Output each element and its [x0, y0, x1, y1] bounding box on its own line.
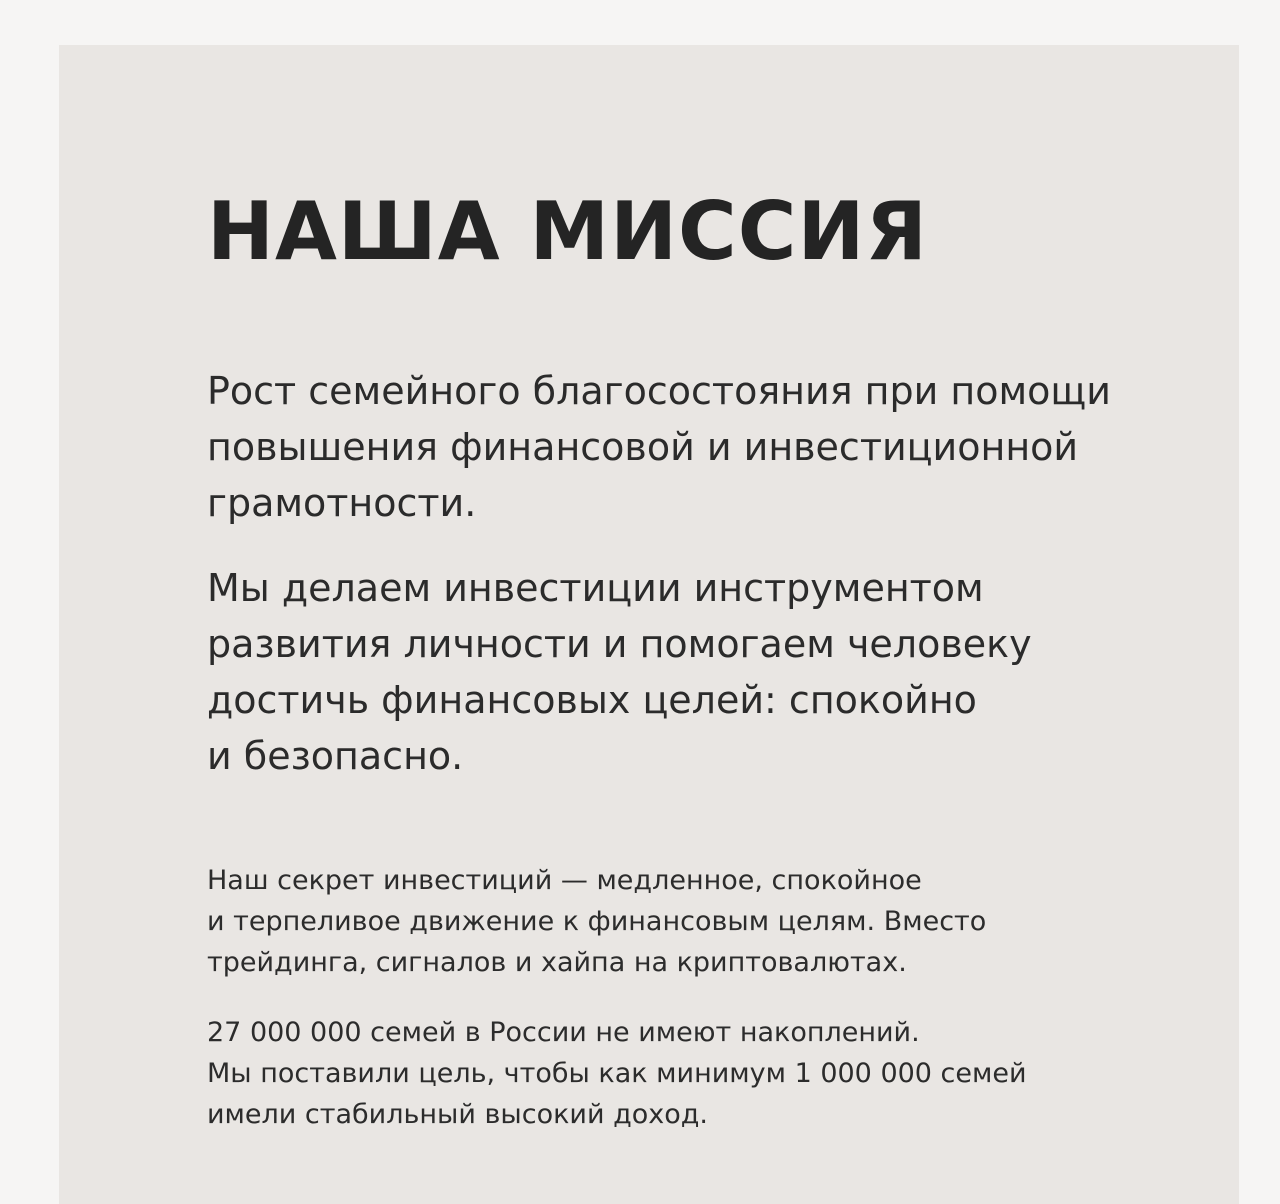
mission-statement	[207, 363, 1167, 531]
approach-statement-line: и безопасно.	[207, 734, 464, 778]
approach-statement-line: достичь финансовых целей: спокойно	[207, 678, 977, 722]
secret-paragraph	[207, 860, 1087, 983]
secret-paragraph-line: Наш секрет инвестиций — медленное, спокойное	[207, 865, 922, 896]
goal-paragraph-line: 27 000 000 семей в России не имеют накоплений.	[207, 1017, 920, 1048]
mission-card	[59, 45, 1239, 1204]
approach-statement-line: Мы делаем инвестиции инструментом	[207, 566, 984, 610]
mission-statement-line: грамотности.	[207, 481, 477, 525]
approach-statement-line: развития личности и помогаем человеку	[207, 622, 1032, 666]
approach-statement	[207, 560, 1167, 784]
goal-paragraph-line: имели стабильный высокий доход.	[207, 1099, 709, 1130]
mission-statement-line: Рост семейного благосостояния при помощи	[207, 369, 1111, 413]
secret-paragraph-line: и терпеливое движение к финансовым целям. Вместо	[207, 906, 987, 937]
secret-paragraph-line: трейдинга, сигналов и хайпа на криптовалютах.	[207, 947, 907, 978]
goal-paragraph	[207, 1012, 1087, 1135]
mission-statement-line: повышения финансовой и инвестиционной	[207, 425, 1079, 469]
goal-paragraph-line: Мы поставили цель, чтобы как минимум 1 000 000 семей	[207, 1058, 1027, 1089]
page-title: НАША МИССИЯ	[207, 185, 928, 278]
